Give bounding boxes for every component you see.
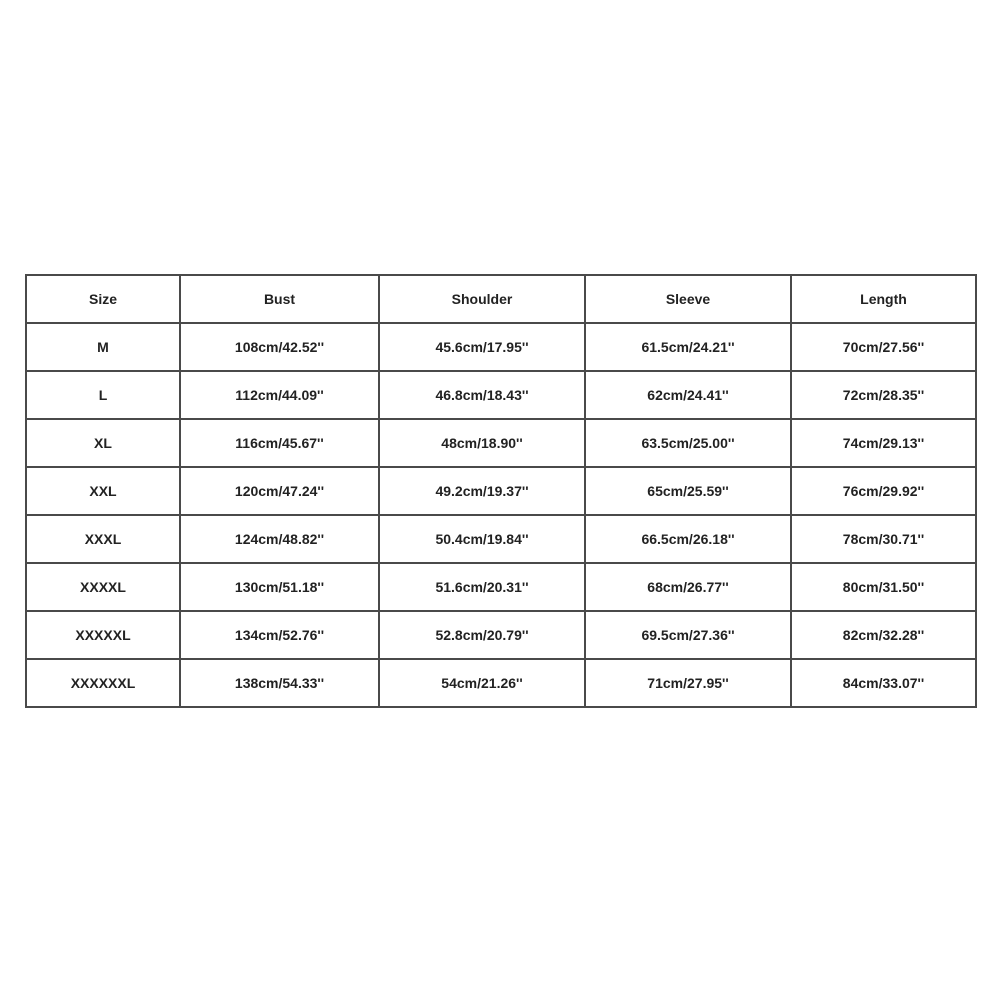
shoulder-cell: 54cm/21.26'' [379, 659, 585, 707]
header-sleeve: Sleeve [585, 275, 791, 323]
sleeve-cell: 61.5cm/24.21'' [585, 323, 791, 371]
header-size: Size [26, 275, 180, 323]
shoulder-cell: 45.6cm/17.95'' [379, 323, 585, 371]
length-cell: 82cm/32.28'' [791, 611, 976, 659]
size-cell: L [26, 371, 180, 419]
shoulder-cell: 49.2cm/19.37'' [379, 467, 585, 515]
size-cell: M [26, 323, 180, 371]
sleeve-cell: 65cm/25.59'' [585, 467, 791, 515]
table-row [26, 515, 976, 563]
table-row [26, 563, 976, 611]
header-length: Length [791, 275, 976, 323]
sleeve-cell: 68cm/26.77'' [585, 563, 791, 611]
sleeve-cell: 71cm/27.95'' [585, 659, 791, 707]
length-cell: 74cm/29.13'' [791, 419, 976, 467]
size-cell: XL [26, 419, 180, 467]
shoulder-cell: 52.8cm/20.79'' [379, 611, 585, 659]
shoulder-cell: 46.8cm/18.43'' [379, 371, 585, 419]
table-row [26, 659, 976, 707]
shoulder-cell: 50.4cm/19.84'' [379, 515, 585, 563]
length-cell: 76cm/29.92'' [791, 467, 976, 515]
shoulder-cell: 48cm/18.90'' [379, 419, 585, 467]
length-cell: 70cm/27.56'' [791, 323, 976, 371]
sleeve-cell: 63.5cm/25.00'' [585, 419, 791, 467]
sleeve-cell: 69.5cm/27.36'' [585, 611, 791, 659]
length-cell: 80cm/31.50'' [791, 563, 976, 611]
size-cell: XXL [26, 467, 180, 515]
sleeve-cell: 62cm/24.41'' [585, 371, 791, 419]
bust-cell: 124cm/48.82'' [180, 515, 379, 563]
bust-cell: 108cm/42.52'' [180, 323, 379, 371]
bust-cell: 120cm/47.24'' [180, 467, 379, 515]
bust-cell: 112cm/44.09'' [180, 371, 379, 419]
length-cell: 84cm/33.07'' [791, 659, 976, 707]
size-cell: XXXXXL [26, 611, 180, 659]
sleeve-cell: 66.5cm/26.18'' [585, 515, 791, 563]
table-row [26, 371, 976, 419]
size-cell: XXXL [26, 515, 180, 563]
table-row [26, 323, 976, 371]
length-cell: 78cm/30.71'' [791, 515, 976, 563]
size-chart-table [25, 274, 977, 708]
header-bust: Bust [180, 275, 379, 323]
table-row [26, 467, 976, 515]
length-cell: 72cm/28.35'' [791, 371, 976, 419]
size-cell: XXXXXXL [26, 659, 180, 707]
bust-cell: 138cm/54.33'' [180, 659, 379, 707]
table-row [26, 419, 976, 467]
header-shoulder: Shoulder [379, 275, 585, 323]
shoulder-cell: 51.6cm/20.31'' [379, 563, 585, 611]
bust-cell: 134cm/52.76'' [180, 611, 379, 659]
table-header-row [26, 275, 976, 323]
table-row [26, 611, 976, 659]
size-cell: XXXXL [26, 563, 180, 611]
bust-cell: 130cm/51.18'' [180, 563, 379, 611]
bust-cell: 116cm/45.67'' [180, 419, 379, 467]
